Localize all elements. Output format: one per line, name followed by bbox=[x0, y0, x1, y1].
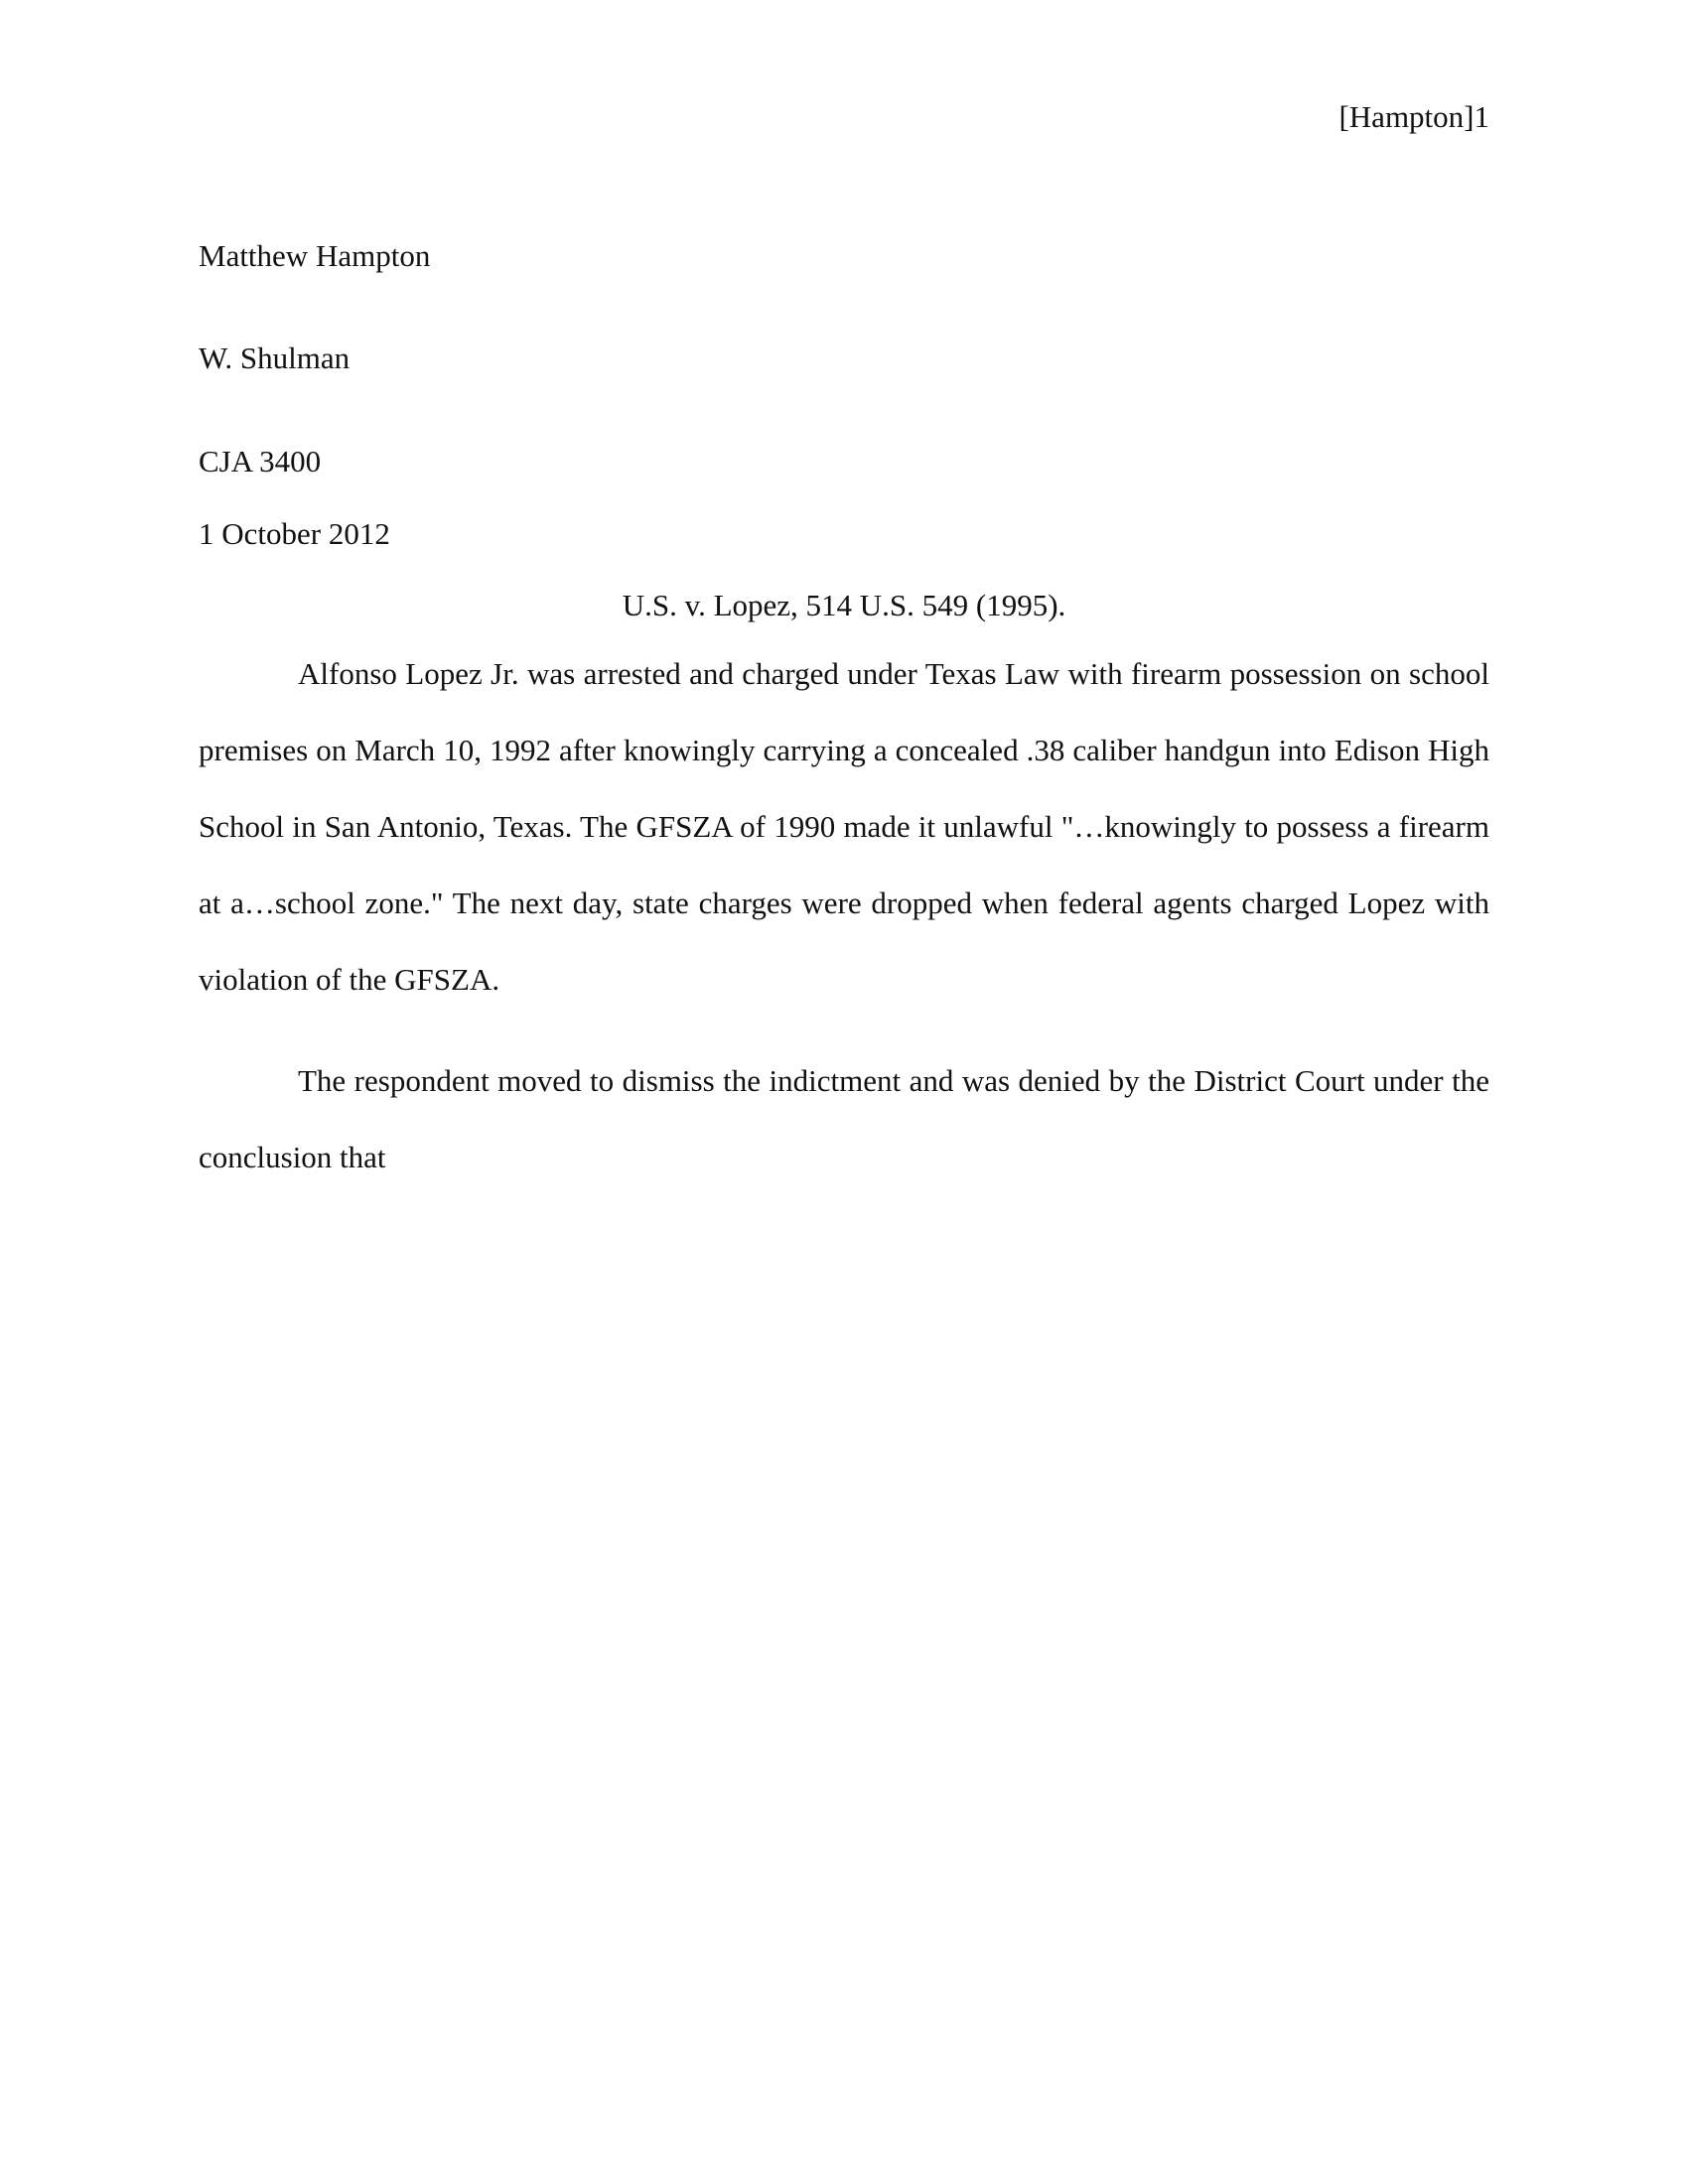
body-paragraph-1: Alfonso Lopez Jr. was arrested and charged under Texas Law with firearm possession on school premises on March 10, 1992 after knowingly carrying a concealed .38 caliber handgun into Edison High School in San Antonio, Texas. The GFSZA of 1990 made it unlawful "…knowingly to possess a firearm at a…school zone." The next day, state charges were dropped when federal agents charged Lopez with violation of the GFSZA. bbox=[199, 656, 1489, 997]
running-head: [Hampton]1 bbox=[1338, 99, 1489, 134]
document-title: U.S. v. Lopez, 514 U.S. 549 (1995). bbox=[622, 588, 1066, 622]
instructor-name: W. Shulman bbox=[199, 341, 351, 375]
document-date: 1 October 2012 bbox=[199, 516, 390, 551]
body-paragraph-2: The respondent moved to dismiss the indictment and was denied by the District Court under the conclusion that bbox=[199, 1063, 1489, 1174]
course-name: CJA 3400 bbox=[199, 444, 322, 478]
student-name: Matthew Hampton bbox=[199, 238, 431, 273]
